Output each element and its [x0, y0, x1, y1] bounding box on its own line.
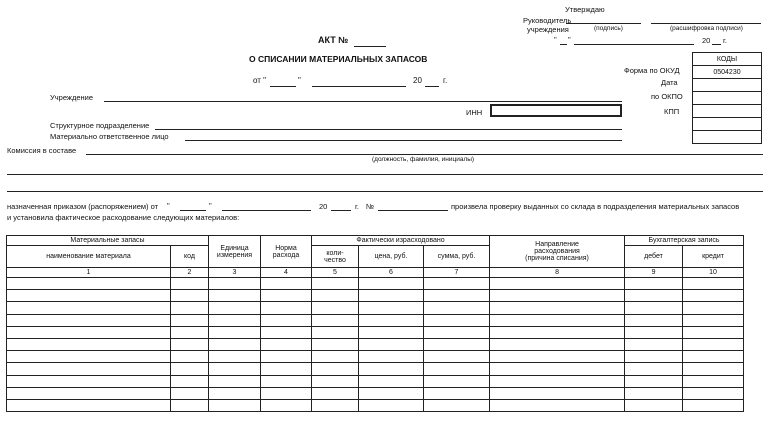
order-year-line[interactable]	[331, 210, 351, 211]
table-cell[interactable]	[171, 290, 209, 302]
order-label: назначенная приказом (распоряжением) от	[7, 202, 159, 211]
table-cell[interactable]	[359, 278, 424, 290]
table-cell[interactable]	[490, 399, 625, 411]
header-debit: дебет	[625, 246, 683, 268]
table-cell[interactable]	[209, 351, 261, 363]
table-cell[interactable]	[625, 302, 683, 314]
table-cell[interactable]	[171, 338, 209, 350]
header-norm: Норма расхода	[261, 236, 312, 268]
table-cell[interactable]	[7, 302, 171, 314]
table-cell[interactable]	[312, 326, 359, 338]
table-cell[interactable]	[683, 375, 744, 387]
kpp-label: КПП	[664, 107, 680, 116]
table-cell[interactable]	[683, 387, 744, 399]
table-row	[7, 326, 744, 338]
table-cell[interactable]	[171, 399, 209, 411]
table-cell[interactable]	[7, 290, 171, 302]
table-cell[interactable]	[7, 278, 171, 290]
table-cell[interactable]	[261, 399, 312, 411]
codes-header: КОДЫ	[693, 53, 762, 66]
okpo-label: по ОКПО	[651, 92, 683, 101]
table-cell[interactable]	[261, 278, 312, 290]
table-cell[interactable]	[683, 314, 744, 326]
table-cell[interactable]	[261, 290, 312, 302]
decoding-line[interactable]	[651, 23, 761, 24]
col-number: 7	[424, 268, 490, 278]
table-cell[interactable]	[7, 338, 171, 350]
table-cell[interactable]	[683, 290, 744, 302]
table-row	[7, 399, 744, 411]
table-cell[interactable]	[7, 375, 171, 387]
table-cell[interactable]	[261, 363, 312, 375]
signature-line[interactable]	[566, 23, 641, 24]
table-cell[interactable]	[312, 387, 359, 399]
col-number: 3	[209, 268, 261, 278]
order-year-prefix: 20	[319, 202, 328, 211]
table-cell[interactable]	[209, 302, 261, 314]
commission-line-3[interactable]	[7, 191, 763, 192]
table-cell[interactable]	[209, 399, 261, 411]
table-cell[interactable]	[424, 399, 490, 411]
responsible-person-line[interactable]	[185, 140, 622, 141]
act-year-line[interactable]	[425, 86, 439, 87]
act-number-line[interactable]	[354, 46, 386, 47]
table-cell[interactable]	[171, 314, 209, 326]
table-cell[interactable]	[7, 351, 171, 363]
table-cell[interactable]	[625, 399, 683, 411]
table-cell[interactable]	[625, 375, 683, 387]
table-cell[interactable]	[359, 351, 424, 363]
approval-year-prefix: 20	[702, 36, 711, 45]
act-day-line[interactable]	[270, 86, 296, 87]
table-cell[interactable]	[171, 326, 209, 338]
table-cell[interactable]	[7, 387, 171, 399]
table-cell[interactable]	[490, 290, 625, 302]
approval-year-line[interactable]	[712, 44, 721, 45]
table-cell[interactable]	[209, 363, 261, 375]
col-number: 8	[490, 268, 625, 278]
commission-label: Комиссия в составе	[7, 146, 77, 155]
col-number: 9	[625, 268, 683, 278]
table-cell[interactable]	[312, 351, 359, 363]
table-row	[7, 338, 744, 350]
table-cell[interactable]	[625, 387, 683, 399]
table-row	[7, 278, 744, 290]
table-cell[interactable]	[359, 290, 424, 302]
table-cell[interactable]	[359, 363, 424, 375]
order-quote-open: "	[167, 201, 170, 210]
header-direction: Направление расходования (причина списания)	[490, 236, 625, 268]
decoding-caption: (расшифровка подписи)	[670, 25, 743, 32]
table-cell[interactable]	[171, 302, 209, 314]
table-cell[interactable]	[683, 302, 744, 314]
approval-quote-close: "	[568, 35, 571, 44]
approval-year-suffix: г.	[723, 36, 727, 45]
approval-month-line[interactable]	[574, 44, 694, 45]
col-number: 1	[7, 268, 171, 278]
table-cell[interactable]	[359, 387, 424, 399]
table-cell[interactable]	[312, 399, 359, 411]
table-cell[interactable]	[359, 338, 424, 350]
table-cell[interactable]	[7, 314, 171, 326]
okud-value: 0504230	[693, 66, 762, 79]
header-name: наименование материала	[7, 246, 171, 268]
table-cell[interactable]	[7, 326, 171, 338]
approval-heading: Утверждаю	[565, 5, 605, 14]
table-cell[interactable]	[683, 278, 744, 290]
table-row	[7, 314, 744, 326]
col-number: 5	[312, 268, 359, 278]
col-number: 4	[261, 268, 312, 278]
act-subject: О СПИСАНИИ МАТЕРИАЛЬНЫХ ЗАПАСОВ	[249, 54, 428, 64]
table-cell[interactable]	[424, 387, 490, 399]
commission-line-2[interactable]	[7, 174, 763, 175]
table-row	[7, 387, 744, 399]
table-cell[interactable]	[171, 351, 209, 363]
head-label-2: учреждения	[527, 25, 569, 34]
header-accounting: Бухгалтерская запись	[625, 236, 744, 246]
table-cell[interactable]	[209, 290, 261, 302]
table-cell[interactable]	[312, 363, 359, 375]
table-cell[interactable]	[261, 375, 312, 387]
table-cell[interactable]	[261, 338, 312, 350]
table-cell[interactable]	[490, 363, 625, 375]
table-cell[interactable]	[490, 387, 625, 399]
table-row	[7, 351, 744, 363]
table-cell[interactable]	[683, 338, 744, 350]
table-cell[interactable]	[625, 278, 683, 290]
table-cell[interactable]	[7, 399, 171, 411]
table-cell[interactable]	[312, 375, 359, 387]
table-cell[interactable]	[625, 338, 683, 350]
materials-table	[6, 235, 744, 412]
code-cell-empty[interactable]	[693, 118, 762, 131]
col-number: 10	[683, 268, 744, 278]
head-label-1: Руководитель	[523, 16, 572, 25]
institution-line[interactable]	[104, 101, 622, 102]
commission-caption: (должность, фамилия, инициалы)	[372, 156, 475, 163]
header-materials: Материальные запасы	[7, 236, 209, 246]
header-quantity: коли- чество	[312, 246, 359, 268]
table-cell[interactable]	[209, 387, 261, 399]
structural-unit-line[interactable]	[155, 129, 622, 130]
table-cell[interactable]	[424, 375, 490, 387]
table-cell[interactable]	[424, 363, 490, 375]
table-cell[interactable]	[7, 363, 171, 375]
date-label: Дата	[661, 78, 678, 87]
table-cell[interactable]	[261, 326, 312, 338]
table-cell[interactable]	[490, 338, 625, 350]
act-month-line[interactable]	[312, 86, 406, 87]
act-quote-close: "	[298, 76, 301, 85]
table-cell[interactable]	[312, 338, 359, 350]
table-cell[interactable]	[171, 363, 209, 375]
table-cell[interactable]	[209, 326, 261, 338]
kpp-code-cell[interactable]	[693, 105, 762, 118]
table-cell[interactable]	[261, 314, 312, 326]
table-cell[interactable]	[424, 302, 490, 314]
table-cell[interactable]	[490, 314, 625, 326]
table-cell[interactable]	[625, 290, 683, 302]
act-title: АКТ №	[318, 35, 349, 45]
approval-day-line[interactable]	[560, 44, 567, 45]
approval-quote-open: "	[554, 35, 557, 44]
table-cell[interactable]	[171, 278, 209, 290]
signature-caption: (подпись)	[594, 25, 623, 32]
col-number: 6	[359, 268, 424, 278]
table-cell[interactable]	[359, 375, 424, 387]
table-cell[interactable]	[312, 278, 359, 290]
act-date-from: от "	[253, 76, 266, 85]
table-cell[interactable]	[209, 314, 261, 326]
table-cell[interactable]	[359, 399, 424, 411]
institution-label: Учреждение	[50, 93, 93, 102]
act-year-suffix: г.	[443, 76, 448, 85]
act-year-prefix: 20	[413, 76, 422, 85]
table-cell[interactable]	[490, 326, 625, 338]
header-sum: сумма, руб.	[424, 246, 490, 268]
order-quote-close: "	[209, 201, 212, 210]
table-cell[interactable]	[625, 326, 683, 338]
col-number: 2	[171, 268, 209, 278]
table-row	[7, 290, 744, 302]
header-credit: кредит	[683, 246, 744, 268]
table-cell[interactable]	[359, 314, 424, 326]
table-cell[interactable]	[424, 278, 490, 290]
order-number-line[interactable]	[378, 210, 448, 211]
inn-box[interactable]	[490, 104, 622, 117]
table-row	[7, 302, 744, 314]
table-cell[interactable]	[490, 278, 625, 290]
code-cell-empty[interactable]	[693, 131, 762, 144]
table-cell[interactable]	[424, 314, 490, 326]
table-cell[interactable]	[625, 363, 683, 375]
table-cell[interactable]	[359, 326, 424, 338]
header-actual: Фактически израсходовано	[312, 236, 490, 246]
table-cell[interactable]	[683, 363, 744, 375]
header-unit: Единица измерения	[209, 236, 261, 268]
commission-line[interactable]	[86, 154, 763, 155]
table-row	[7, 375, 744, 387]
table-cell[interactable]	[209, 375, 261, 387]
codes-table	[692, 52, 762, 144]
table-cell[interactable]	[312, 302, 359, 314]
table-cell[interactable]	[683, 351, 744, 363]
table-cell[interactable]	[261, 351, 312, 363]
table-cell[interactable]	[424, 290, 490, 302]
table-cell[interactable]	[171, 375, 209, 387]
header-price: цена, руб.	[359, 246, 424, 268]
table-cell[interactable]	[359, 302, 424, 314]
order-number-sign: №	[366, 202, 375, 211]
table-cell[interactable]	[312, 290, 359, 302]
table-cell[interactable]	[424, 351, 490, 363]
table-row	[7, 363, 744, 375]
table-cell[interactable]	[261, 302, 312, 314]
table-cell[interactable]	[209, 278, 261, 290]
table-cell[interactable]	[625, 351, 683, 363]
table-cell[interactable]	[490, 302, 625, 314]
okpo-code-cell[interactable]	[693, 92, 762, 105]
order-month-line[interactable]	[222, 210, 311, 211]
table-cell[interactable]	[424, 326, 490, 338]
responsible-person-label: Материально ответственное лицо	[50, 132, 169, 141]
order-day-line[interactable]	[180, 210, 206, 211]
date-code-cell[interactable]	[693, 79, 762, 92]
table-cell[interactable]	[625, 314, 683, 326]
inn-label: ИНН	[466, 108, 483, 117]
table-cell[interactable]	[683, 399, 744, 411]
structural-unit-label: Структурное подразделение	[50, 121, 150, 130]
table-cell[interactable]	[683, 326, 744, 338]
order-established-text: и установила фактическое расходование следующих материалов:	[7, 213, 240, 222]
table-cell[interactable]	[424, 338, 490, 350]
header-code: код	[171, 246, 209, 268]
okud-label: Форма по ОКУД	[624, 66, 680, 75]
table-cell[interactable]	[209, 338, 261, 350]
order-checked-text: произвела проверку выданных со склада в подразделения материальных запасов	[451, 202, 740, 211]
table-cell[interactable]	[261, 387, 312, 399]
table-cell[interactable]	[171, 387, 209, 399]
table-cell[interactable]	[490, 375, 625, 387]
order-year-suffix: г.	[355, 202, 359, 211]
table-cell[interactable]	[490, 351, 625, 363]
table-cell[interactable]	[312, 314, 359, 326]
